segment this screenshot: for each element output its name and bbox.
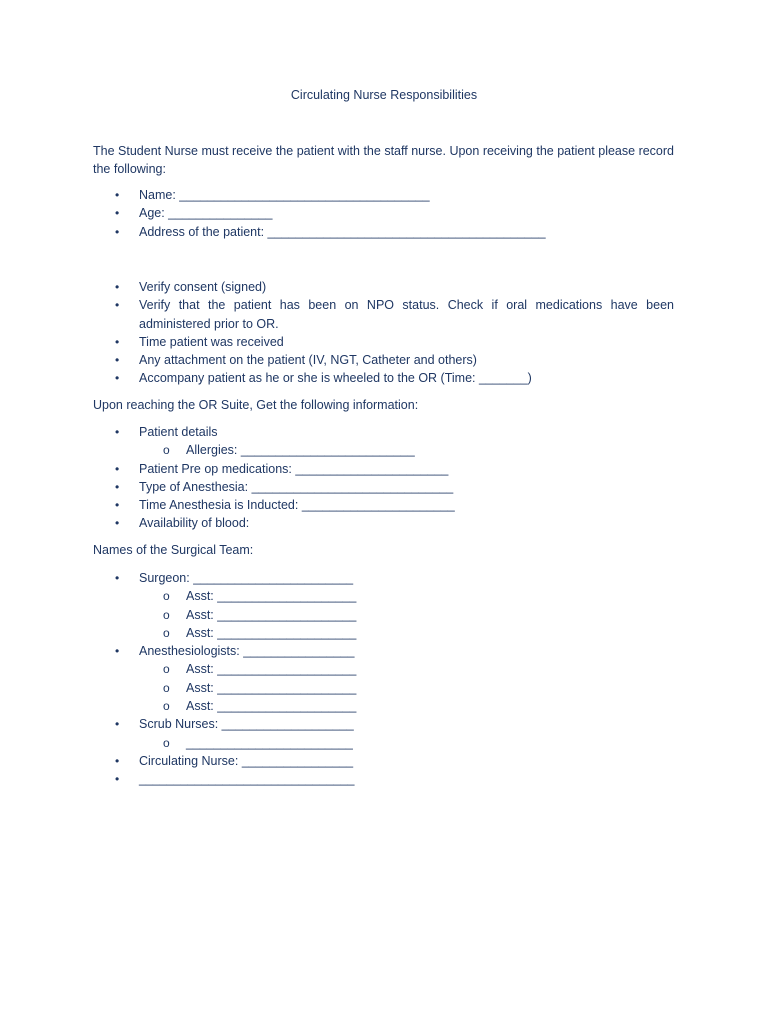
- verify-list: [93, 278, 674, 388]
- list-item-text: Circulating Nurse: ________________: [139, 753, 354, 768]
- bullet-icon: •: [115, 425, 120, 439]
- list-item: [93, 478, 674, 496]
- bullet-icon: •: [115, 206, 120, 221]
- list-item: [93, 624, 674, 642]
- list-item: [93, 715, 674, 733]
- attachment-item: Any attachment on the patient (IV, NGT, Catheter and others): [139, 353, 477, 368]
- list-item: [93, 734, 674, 752]
- bullet-icon: o: [163, 607, 170, 622]
- surgical-team-list: [93, 569, 674, 789]
- list-item-text: ________________________: [186, 735, 353, 750]
- list-item: [93, 460, 674, 478]
- list-item-text: Allergies: _________________________: [186, 443, 415, 458]
- list-item: [93, 514, 674, 532]
- bullet-icon: •: [115, 644, 120, 659]
- list-item: [93, 770, 674, 788]
- list-item: [93, 587, 674, 605]
- list-item-text: Asst: ____________________: [186, 680, 357, 695]
- or-suite-list: [93, 423, 674, 533]
- record-name-field: Name: ____________________________________: [139, 188, 430, 202]
- list-item: [93, 369, 674, 387]
- bullet-icon: •: [115, 224, 120, 239]
- bullet-icon: •: [115, 571, 120, 585]
- bullet-icon: •: [115, 461, 120, 476]
- list-item-text: Scrub Nurses: ___________________: [139, 717, 354, 732]
- list-item: [93, 496, 674, 514]
- bullet-icon: o: [163, 589, 170, 604]
- intro-paragraph: The Student Nurse must receive the patient with the staff nurse. Upon receiving the patient please record the following:: [93, 144, 674, 176]
- verify-npo-item: Verify that the patient has been on NPO status. Check if oral medications have been administered prior to OR.: [139, 298, 674, 331]
- list-item: [93, 697, 674, 715]
- list-item: [93, 278, 674, 296]
- list-item-text: Asst: ____________________: [186, 699, 357, 714]
- list-item: [93, 660, 674, 678]
- list-item: [93, 606, 674, 624]
- list-item: [93, 752, 674, 770]
- list-item-text: _______________________________: [139, 772, 355, 787]
- record-age-field: Age: _______________: [139, 206, 273, 221]
- bullet-icon: •: [115, 479, 120, 494]
- bullet-icon: o: [163, 443, 170, 458]
- bullet-icon: •: [115, 371, 120, 386]
- bullet-icon: o: [163, 625, 170, 640]
- list-item: [93, 679, 674, 697]
- list-item-text: Asst: ____________________: [186, 589, 357, 604]
- list-item: [93, 186, 674, 204]
- bullet-icon: •: [115, 772, 120, 787]
- list-item: [93, 642, 674, 660]
- list-item-text: Availability of blood:: [139, 516, 250, 531]
- bullet-icon: •: [115, 298, 120, 313]
- list-item-text: Anesthesiologists: ________________: [139, 644, 355, 659]
- list-item-text: Asst: ____________________: [186, 607, 357, 622]
- list-item-text: Patient details: [139, 425, 218, 439]
- bullet-icon: o: [163, 735, 170, 750]
- list-item-text: Patient Pre op medications: ______________________: [139, 461, 449, 476]
- bullet-icon: o: [163, 662, 170, 677]
- list-item: [93, 423, 674, 441]
- list-item: [93, 351, 674, 369]
- list-item-text: Time Anesthesia is Inducted: ______________________: [139, 498, 455, 513]
- list-item: [93, 204, 674, 222]
- list-item-text: Asst: ____________________: [186, 662, 357, 677]
- list-item-text: Asst: ____________________: [186, 625, 357, 640]
- list-item: [93, 441, 674, 459]
- list-item: [93, 569, 674, 587]
- bullet-icon: •: [115, 516, 120, 531]
- or-suite-heading: Upon reaching the OR Suite, Get the following information:: [93, 398, 419, 412]
- record-list: [93, 186, 674, 241]
- bullet-icon: •: [115, 353, 120, 368]
- list-item-text: Surgeon: _______________________: [139, 571, 354, 585]
- bullet-icon: •: [115, 334, 120, 349]
- accompany-item: Accompany patient as he or she is wheeled to the OR (Time: _______): [139, 371, 532, 386]
- team-heading: Names of the Surgical Team:: [93, 543, 254, 557]
- list-item: [93, 223, 674, 241]
- document-title: Circulating Nurse Responsibilities: [290, 88, 478, 102]
- bullet-icon: •: [115, 753, 120, 768]
- list-item-text: Type of Anesthesia: _____________________________: [139, 479, 454, 494]
- time-received-item: Time patient was received: [139, 334, 284, 349]
- bullet-icon: •: [115, 280, 120, 294]
- bullet-icon: o: [163, 699, 170, 714]
- bullet-icon: •: [115, 717, 120, 732]
- bullet-icon: •: [115, 188, 120, 202]
- bullet-icon: o: [163, 680, 170, 695]
- verify-consent-item: Verify consent (signed): [139, 280, 267, 294]
- list-item: [93, 296, 674, 333]
- bullet-icon: •: [115, 498, 120, 513]
- record-address-field: Address of the patient: ________________________________________: [139, 224, 546, 239]
- list-item: [93, 333, 674, 351]
